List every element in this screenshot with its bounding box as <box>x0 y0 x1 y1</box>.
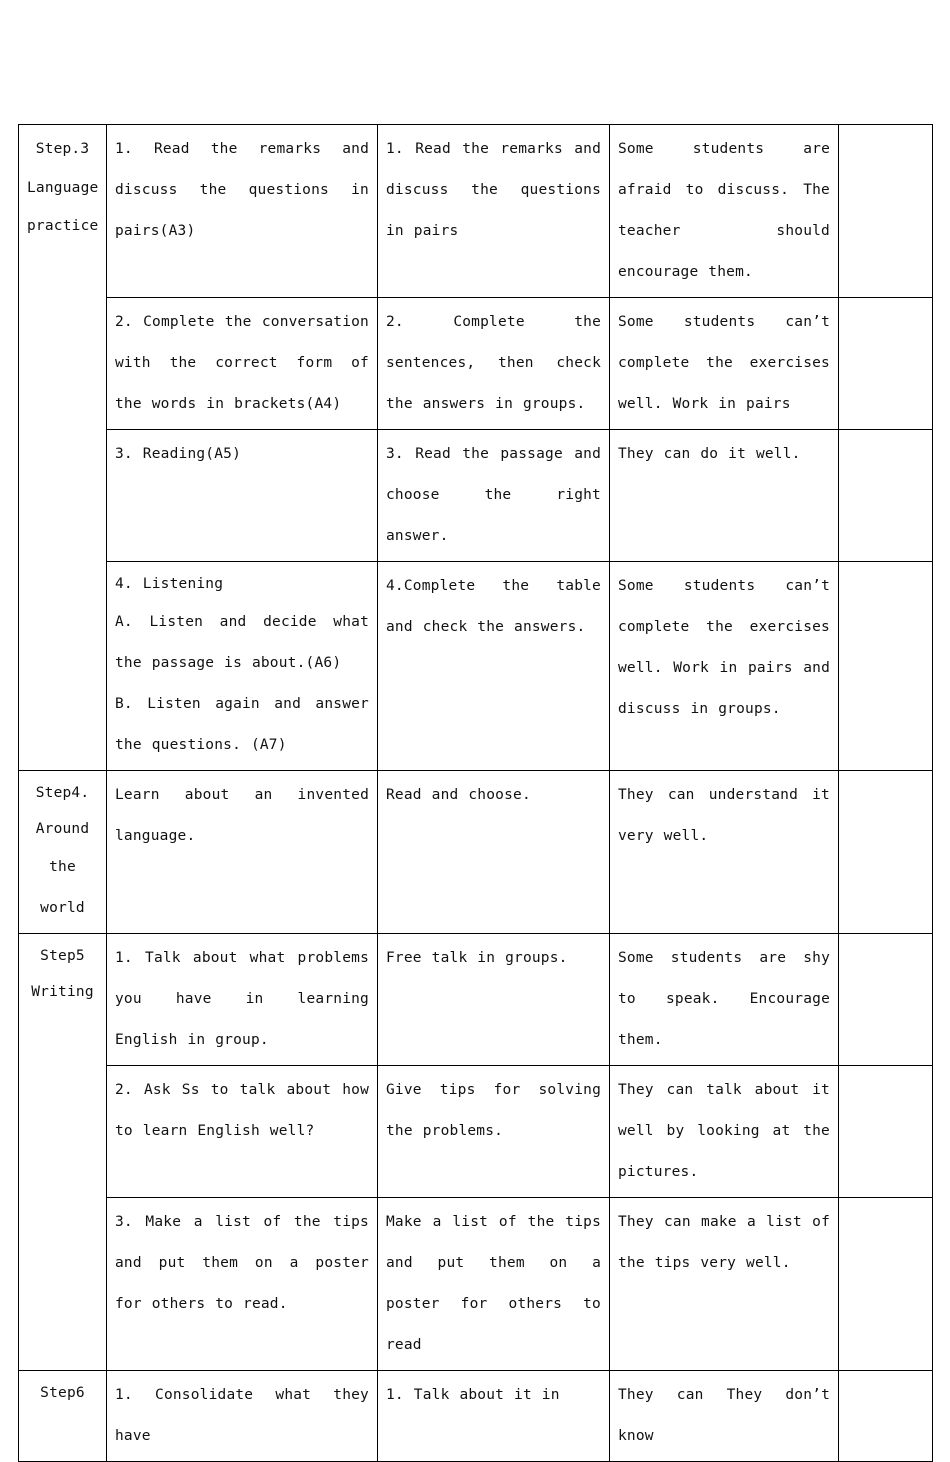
lesson-plan-table <box>18 124 933 1462</box>
teacher-activity-cell: 1. Talk about what problems you have in learning English in group. <box>107 934 378 1066</box>
reflection-cell: They can make a list of the tips very well. <box>610 1198 839 1371</box>
step-label: Around <box>35 821 90 837</box>
notes-cell <box>839 1066 933 1198</box>
reflection-cell: Some students can’t complete the exercises well. Work in pairs and discuss in groups. <box>610 562 839 771</box>
step-label: Step4. <box>35 785 90 801</box>
step-label: Step.3 <box>35 141 90 157</box>
reflection-cell: They can understand it very well. <box>610 771 839 934</box>
notes-cell <box>839 430 933 562</box>
table-row <box>19 125 933 298</box>
reflection-cell: Some students are afraid to discuss. The teacher should encourage them. <box>610 125 839 298</box>
listening-task-b: B. Listen again and answer the questions. (A7) <box>115 696 369 753</box>
table-row <box>19 771 933 934</box>
step-label: world <box>40 900 85 916</box>
student-activity-cell: Give tips for solving the problems. <box>378 1066 610 1198</box>
student-activity-cell: 2. Complete the sentences, then check the answers in groups. <box>378 298 610 430</box>
step-label: Step5 <box>40 948 85 964</box>
step-label: Language <box>27 180 99 196</box>
listening-task-a: A. Listen and decide what the passage is about.(A6) <box>115 614 369 671</box>
notes-cell <box>839 562 933 771</box>
step-cell <box>19 125 107 771</box>
teacher-activity-cell: 2. Complete the conversation with the correct form of the words in brackets(A4) <box>107 298 378 430</box>
step-cell <box>19 1371 107 1462</box>
student-activity-cell: 1. Read the remarks and discuss the questions in pairs <box>378 125 610 298</box>
teacher-activity-cell <box>107 562 378 771</box>
step-label: Step6 <box>40 1385 85 1401</box>
notes-cell <box>839 934 933 1066</box>
step-label: Writing <box>31 984 94 1000</box>
teacher-activity-cell: 3. Reading(A5) <box>107 430 378 562</box>
table-row <box>19 934 933 1066</box>
notes-cell <box>839 298 933 430</box>
student-activity-cell: 1. Talk about it in <box>378 1371 610 1462</box>
teacher-activity-cell: 1. Read the remarks and discuss the questions in pairs(A3) <box>107 125 378 298</box>
reflection-cell: Some students can’t complete the exercises well. Work in pairs <box>610 298 839 430</box>
student-activity-cell: Read and choose. <box>378 771 610 934</box>
listening-title: 4. Listening <box>115 576 224 592</box>
table-row <box>19 430 933 562</box>
notes-cell <box>839 1371 933 1462</box>
step-label: practice <box>27 218 99 234</box>
table-row <box>19 1066 933 1198</box>
student-activity-cell: 3. Read the passage and choose the right answer. <box>378 430 610 562</box>
teacher-activity-cell: 1. Consolidate what they have <box>107 1371 378 1462</box>
student-activity-cell: Free talk in groups. <box>378 934 610 1066</box>
table-row <box>19 298 933 430</box>
table-row <box>19 1371 933 1462</box>
student-activity-cell: 4.Complete the table and check the answers. <box>378 562 610 771</box>
reflection-cell: Some students are shy to speak. Encourage them. <box>610 934 839 1066</box>
teacher-activity-cell: Learn about an invented language. <box>107 771 378 934</box>
teacher-activity-cell: 2. Ask Ss to talk about how to learn English well? <box>107 1066 378 1198</box>
notes-cell <box>839 1198 933 1371</box>
reflection-cell: They can talk about it well by looking at the pictures. <box>610 1066 839 1198</box>
reflection-cell: They can They don’t know <box>610 1371 839 1462</box>
student-activity-cell: Make a list of the tips and put them on a poster for others to read <box>378 1198 610 1371</box>
table-row <box>19 1198 933 1371</box>
notes-cell <box>839 125 933 298</box>
notes-cell <box>839 771 933 934</box>
step-label: the <box>49 859 76 875</box>
reflection-cell: They can do it well. <box>610 430 839 562</box>
step-cell <box>19 771 107 934</box>
step-cell <box>19 934 107 1371</box>
table-row <box>19 562 933 771</box>
teacher-activity-cell: 3. Make a list of the tips and put them on a poster for others to read. <box>107 1198 378 1371</box>
